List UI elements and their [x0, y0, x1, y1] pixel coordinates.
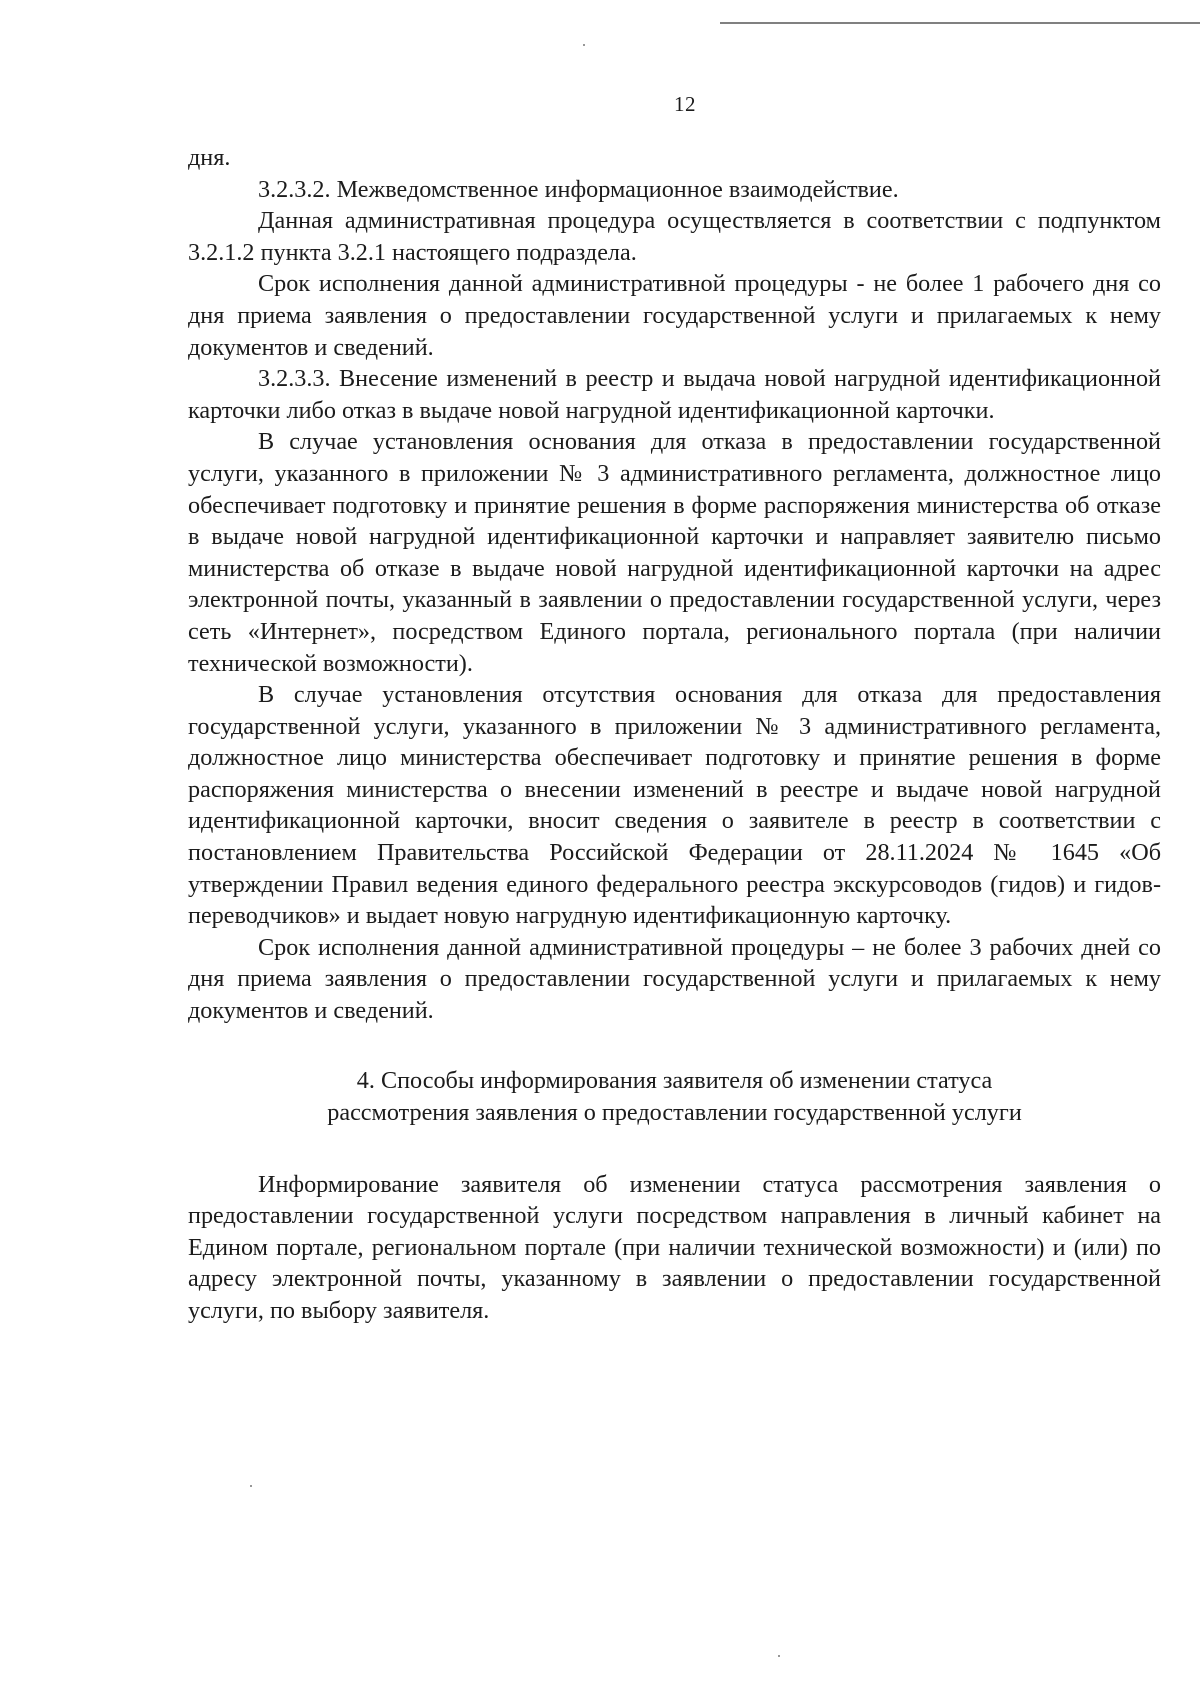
section-4-heading	[188, 1065, 1161, 1129]
scan-speck	[250, 1485, 252, 1487]
paragraph-no-refusal-case: В случае установления отсутствия основания для отказа для предоставления государственной услуги, указанного в приложении № 3 административного регламента, должностное лицо министерства обеспечивает подготовку и принятие решения в форме распоряжения министерства о внесении изменений в реестре и выдаче новой нагрудной идентификационной карточки, вносит сведения о заявителе в реестр в соответствии с постановлением Правительства Российской Федерации от 28.11.2024 № 1645 «Об утверждении Правил ведения единого федерального реестра экскурсоводов (гидов) и гидов-переводчиков» и выдает новую нагрудную идентификационную карточку.	[188, 681, 1161, 930]
paragraph-3-2-3-3-title: 3.2.3.3. Внесение изменений в реестр и выдача новой нагрудной идентификационной карточки либо отказ в выдаче новой нагрудной идентификационной карточки.	[188, 365, 1161, 424]
document-body	[188, 142, 1161, 1327]
scan-speck	[778, 1655, 780, 1657]
paragraph-refusal-case: В случае установления основания для отказа в предоставлении государственной услуги, указанного в приложении № 3 административного регламента, должностное лицо обеспечивает подготовку и принятие решения в форме распоряжения министерства об отказе в выдаче новой нагрудной идентификационной карточки и направляет заявителю письмо министерства об отказе в выдаче новой нагрудной идентификационной карточки на адрес электронной почты, указанный в заявлении о предоставлении государственной услуги, через сеть «Интернет», посредством Единого портала, регионального портала (при наличии технической возможности).	[188, 428, 1161, 677]
page-number: 12	[674, 92, 696, 116]
paragraph-procedure-basis: Данная административная процедура осуществляется в соответствии с подпунктом 3.2.1.2 пункта 3.2.1 настоящего подраздела.	[188, 207, 1161, 266]
paragraph-continuation: дня.	[188, 144, 231, 171]
section-4-heading-line-1: 4. Способы информирования заявителя об изменении статуса	[356, 1066, 993, 1094]
scan-speck	[583, 44, 585, 46]
scan-edge-line	[720, 22, 1200, 24]
paragraph-term-3-days: Срок исполнения данной административной процедуры – не более 3 рабочих дней со дня приема заявления о предоставлении государственной услуги и прилагаемых к нему документов и сведений.	[188, 933, 1161, 1025]
paragraph-section-4-body: Информирование заявителя об изменении статуса рассмотрения заявления о предоставлении государственной услуги посредством направления в личный кабинет на Едином портале, региональном портале (при наличии технической возможности) и (или) по адресу электронной почты, указанному в заявлении о предоставлении государственной услуги, по выбору заявителя.	[188, 1170, 1161, 1324]
section-4-heading-line-2: рассмотрения заявления о предоставлении государственной услуги	[327, 1098, 1022, 1126]
paragraph-term-1-day: Срок исполнения данной административной процедуры - не более 1 рабочего дня со дня приема заявления о предоставлении государственной услуги и прилагаемых к нему документов и сведений.	[188, 270, 1161, 361]
paragraph-3-2-3-2-title: 3.2.3.2. Межведомственное информационное взаимодействие.	[258, 175, 899, 203]
